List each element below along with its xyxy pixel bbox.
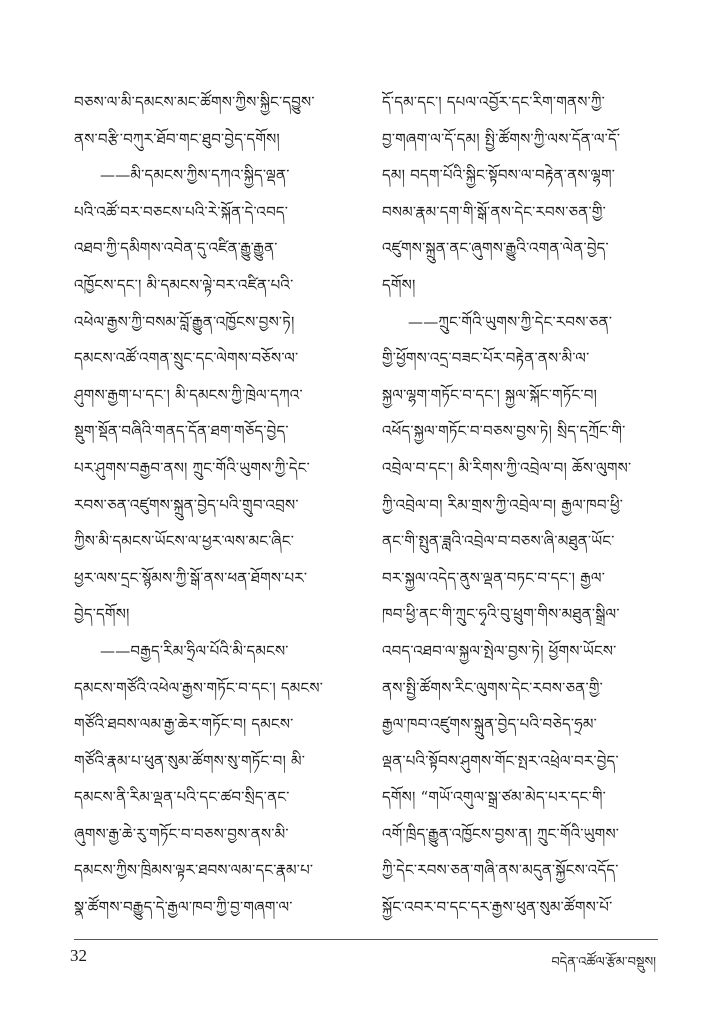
- text-line: ཀྱི་དེང་རབས་ཅན་གཞི་ནས་མདུན་སྐྱོངས་འདོད་: [382, 861, 619, 880]
- text-line: ཀྱི་འབྲེལ་བ། རིམ་གྲས་ཀྱི་འབྲེལ་བ། རྒྱལ་ཁབ་ཕྱི་: [382, 495, 624, 514]
- text-line: སྣ་ཚོགས་བརྒྱུད་དེ་རྒྱལ་ཁབ་ཀྱི་བྱ་གཞག་ལ་: [74, 898, 293, 917]
- text-line: ཕྱར་ལས་དྲང་སྙོམས་ཀྱི་སྒོ་ནས་ཕན་ཐོགས་པར་: [74, 568, 308, 587]
- text-line: ——ཀྲུང་གོའི་ཡུགས་ཀྱི་དེང་རབས་ཅན་: [408, 312, 613, 331]
- text-line: བྱེད་དགོས།: [74, 605, 130, 624]
- text-line: དོ་དམ་དང་། དཔལ་འབྱོར་དང་རིག་གནས་ཀྱི་: [382, 93, 606, 111]
- running-title: བདེན་འཚོལ་རྩོམ་བསྡུས།: [551, 955, 656, 970]
- text-line: འཕེལ་རྒྱས་ཀྱི་བསམ་བློ་རྒྱུན་འཁྱོངས་བྱས་ཏེ།: [74, 312, 295, 331]
- text-line: སྐྱོང་འབར་བ་དང་དར་རྒྱས་ཕུན་སུམ་ཚོགས་པོ་: [382, 898, 613, 917]
- text-line: པར་ཤུགས་བརྒྱབ་ནས། ཀྲུང་གོའི་ཡུགས་ཀྱི་དེང་: [74, 458, 310, 477]
- text-line: ——བརྒྱད་རིམ་ཧྲིལ་པོའི་མི་དམངས་: [100, 641, 289, 660]
- page-number: 32: [70, 946, 87, 965]
- text-line: བསམ་རྣམ་དག་གི་སྒོ་ནས་དེང་རབས་ཅན་གྱི་: [382, 202, 606, 221]
- text-line: ཀྱིས་མི་དམངས་ཡོངས་ལ་ཕྱར་ལས་མང་ཞིང་: [74, 532, 295, 551]
- text-line: གཙོའི་ཐབས་ལམ་རྒྱ་ཆེར་གཏོང་བ། དམངས་: [74, 715, 294, 734]
- text-line: པའི་འཚོ་བར་བཅངས་པའི་རེ་སྐོན་དེ་འབད་: [74, 202, 289, 221]
- text-line: འཛུགས་སྐྲུན་ནང་ཞུགས་རྒྱུའི་འགན་ལེན་བྱེད་: [382, 239, 609, 258]
- text-line: ནང་གི་སྤུན་ཟླའི་འབྲེལ་བ་བཅས་ཞི་མཐུན་ཡོང་: [382, 532, 615, 551]
- right-text-column: [382, 84, 658, 926]
- text-line: བཅས་ལ་མི་དམངས་མང་ཚོགས་ཀྱིས་སྐྱིང་དབྱུས་: [74, 93, 315, 111]
- text-line: རབས་ཅན་འཛུགས་སྐྲུན་བྱེད་པའི་གྲུབ་འབྲས་: [74, 495, 299, 514]
- left-text-column: [74, 84, 350, 926]
- text-line: འགོ་ཁྲིད་རྒྱུན་འཁྱོངས་བྱས་ན། ཀྲུང་གོའི་ཡུགས་: [382, 824, 620, 843]
- text-line: ཤུགས་རྒྱག་པ་དང་། མི་དམངས་ཀྱི་ཁྲེལ་དཀའ་: [74, 385, 303, 404]
- text-line: བར་སྐྱལ་འདེད་ནུས་ལྡན་བཏང་བ་དང་། རྒྱལ་: [382, 568, 606, 587]
- text-line: འབད་འཐབ་ལ་སྐྱལ་སྤེལ་བྱས་ཏེ། ཕྱོགས་ཡོངས་: [382, 641, 617, 660]
- text-line: ནས་སྤྱི་ཚོགས་རིང་ལུགས་དེང་རབས་ཅན་གྱི་: [382, 678, 603, 697]
- footer-divider: [74, 939, 658, 940]
- text-line: འབྲེལ་བ་དང་། མི་རིགས་ཀྱི་འབྲེལ་བ། ཆོས་ལུགས་: [382, 458, 632, 477]
- text-line: ནས་བརྩི་བཀུར་ཐོབ་གང་ཐུབ་བྱེད་དགོས།: [74, 129, 280, 148]
- text-line: རྒྱལ་ཁབ་འཛུགས་སྐྲུན་བྱེད་པའི་བཅེད་ཧྲམ་: [382, 715, 597, 734]
- text-line: བྱ་གཞག་ལ་དོ་དམ། སྤྱི་ཚོགས་ཀྱི་ལས་དོན་ལ་དོ་: [382, 129, 621, 148]
- text-line: ཞུགས་རྒྱ་ཆེ་རུ་གཏོང་བ་བཅས་བྱས་ནས་མི་: [74, 824, 289, 843]
- text-line: འཁྱོངས་དང་། མི་དམངས་ལྟེ་བར་འཛིན་པའི་: [74, 275, 294, 294]
- text-line: སྐྱལ་ལྷག་གཏོང་བ་དང་། སྐྱལ་སྐོང་གཏོང་བ།: [382, 385, 598, 404]
- text-line: གྱི་ཕྱོགས་འདྲ་བཟང་པོར་བརྟེན་ནས་མི་ལ་: [382, 349, 590, 368]
- text-line: དམངས་ཀྱིས་ཁྲིམས་ལྟར་ཐབས་ལམ་དང་རྣམ་པ་: [74, 861, 314, 880]
- text-line: དགོས། “གཡོ་འགུལ་སྒྲ་ཙམ་མེད་པར་དང་གི་: [382, 788, 606, 807]
- text-line: འཕོད་སྐྱལ་གཏོང་བ་བཅས་བྱས་ཏེ། སྲིད་དཀྲོང་གི་: [382, 422, 626, 441]
- text-line: དགོས།: [382, 275, 416, 294]
- text-line: དམངས་འཚོ་འགན་སྲུང་དང་ལེགས་བཅོས་ལ་: [74, 349, 299, 368]
- text-line: ཁབ་ཕྱི་ནང་གི་ཀྲུང་ཧྭའི་བུ་ཕྲུག་གིས་མཐུན་སྒྲིལ་: [382, 605, 620, 624]
- text-line: སྡུག་སྡོན་བཞིའི་གནད་དོན་ཐག་གཅོད་བྱེད་: [74, 422, 289, 441]
- text-line: དམངས་གཙོའི་འཕེལ་རྒྱས་གཏོང་བ་དང་། དམངས་: [74, 678, 324, 697]
- text-line: དམ། བདག་པོའི་སྐྱིང་སྟོབས་ལ་བརྟེན་ནས་ལྷག་: [382, 166, 616, 185]
- text-line: འཐབ་ཀྱི་དམིགས་འབེན་དུ་འཛིན་རྒྱུ་རྒྱུན་: [74, 239, 278, 258]
- text-line: གཙོའི་རྣམ་པ་ཕུན་སུམ་ཚོགས་སུ་གཏོང་བ། མི་: [74, 751, 306, 770]
- text-line: ——མི་དམངས་ཀྱིས་དཀའ་སྐྱིད་ལྡན་: [100, 166, 290, 185]
- text-line: ལྡན་པའི་སྟོབས་ཤུགས་གོང་སྤར་འཕྲེལ་བར་བྱེད་: [382, 751, 619, 770]
- text-line: དམངས་ནི་རིམ་ལྡན་པའི་དང་ཚབ་སྲིད་ནང་: [74, 788, 290, 807]
